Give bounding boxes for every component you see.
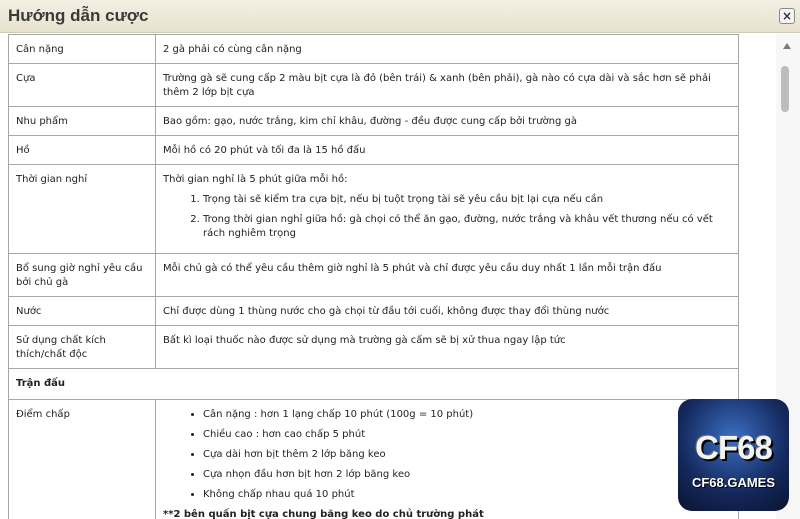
- table-row: [9, 64, 739, 107]
- section-title: Trận đấu: [9, 369, 739, 400]
- table-row: [9, 107, 739, 136]
- list-item: • Không chấp nhau quá 10 phút: [203, 488, 731, 502]
- dialog-content[interactable]: [0, 34, 776, 519]
- logo-main-text: CF68: [695, 429, 772, 466]
- close-icon[interactable]: ×: [779, 8, 795, 24]
- table-row: [9, 254, 739, 297]
- rule-text: Trường gà sẽ cung cấp 2 màu bịt cựa là đỏ (bên trái) & xanh (bên phải), gà nào có cựa dài và sắc hơn sẽ phải thêm 2 lớp bịt cựa: [156, 64, 739, 107]
- rule-label: Nhu phẩm: [9, 107, 156, 136]
- list-item: 1. Trọng tài sẽ kiểm tra cựa bịt, nếu bị tuột trọng tài sẽ yêu cầu bịt lại cựa nếu cần: [203, 193, 731, 207]
- scrollbar-thumb[interactable]: [781, 66, 789, 112]
- rule-label: Điểm chấp: [9, 400, 156, 519]
- rule-label: Cựa: [9, 64, 156, 107]
- rule-text: 2 gà phải có cùng cân nặng: [156, 35, 739, 64]
- dialog-titlebar: [0, 0, 800, 33]
- rule-text: Bất kì loại thuốc nào được sử dụng mà trường gà cấm sẽ bị xử thua ngay lập tức: [156, 326, 739, 369]
- table-row: [9, 297, 739, 326]
- table-row: [9, 400, 739, 519]
- rule-text: Mỗi chủ gà có thể yêu cầu thêm giờ nghỉ là 5 phút và chỉ được yêu cầu duy nhất 1 lần mỗi trận đấu: [156, 254, 739, 297]
- rest-rules-list: [163, 193, 731, 241]
- rule-text: Bao gồm: gạo, nước trắng, kim chỉ khâu, đường - đều được cung cấp bởi trường gà: [156, 107, 739, 136]
- rule-text: Mỗi hồ có 20 phút và tối đa là 15 hồ đấu: [156, 136, 739, 165]
- handicap-note: **2 bên quấn bịt cựa chung băng keo do chủ trường phát: [163, 509, 484, 519]
- rule-text: Thời gian nghỉ là 5 phút giữa mỗi hồ:: [163, 174, 348, 185]
- rule-text: Chỉ được dùng 1 thùng nước cho gà chọi từ đầu tới cuối, không được thay đổi thùng nước: [156, 297, 739, 326]
- rule-cell: [156, 165, 739, 254]
- rule-cell: [156, 400, 739, 519]
- rules-table: [8, 34, 739, 519]
- list-item: • Chiều cao : hơn cao chấp 5 phút: [203, 428, 731, 442]
- table-row: [9, 136, 739, 165]
- rule-label: Thời gian nghỉ: [9, 165, 156, 254]
- rule-label: Bổ sung giờ nghỉ yêu cầu bởi chủ gà: [9, 254, 156, 297]
- dialog-title: Hướng dẫn cược: [8, 6, 149, 25]
- scroll-up-arrow-icon[interactable]: [783, 43, 791, 49]
- list-item: • Cân nặng : hơn 1 lạng chấp 10 phút (100g = 10 phút): [203, 408, 731, 422]
- logo-sub-text: CF68.GAMES: [691, 475, 776, 490]
- rule-label: Sử dụng chất kích thích/chất độc: [9, 326, 156, 369]
- table-row: [9, 326, 739, 369]
- list-item: • Cựa nhọn đầu hơn bịt hơn 2 lớp băng keo: [203, 468, 731, 482]
- list-item: • Cựa dài hơn bịt thêm 2 lớp băng keo: [203, 448, 731, 462]
- rule-label: Hồ: [9, 136, 156, 165]
- section-header-row: [9, 369, 739, 400]
- rule-label: Cân nặng: [9, 35, 156, 64]
- handicap-list: [163, 408, 731, 502]
- list-item: 2. Trong thời gian nghỉ giữa hồ: gà chọi có thể ăn gạo, đường, nước trắng và khâu vết thương nếu có vết rách nghiêm trọng: [203, 213, 731, 241]
- rule-label: Nước: [9, 297, 156, 326]
- cf68-logo: [678, 399, 789, 511]
- table-row: [9, 35, 739, 64]
- table-row: [9, 165, 739, 254]
